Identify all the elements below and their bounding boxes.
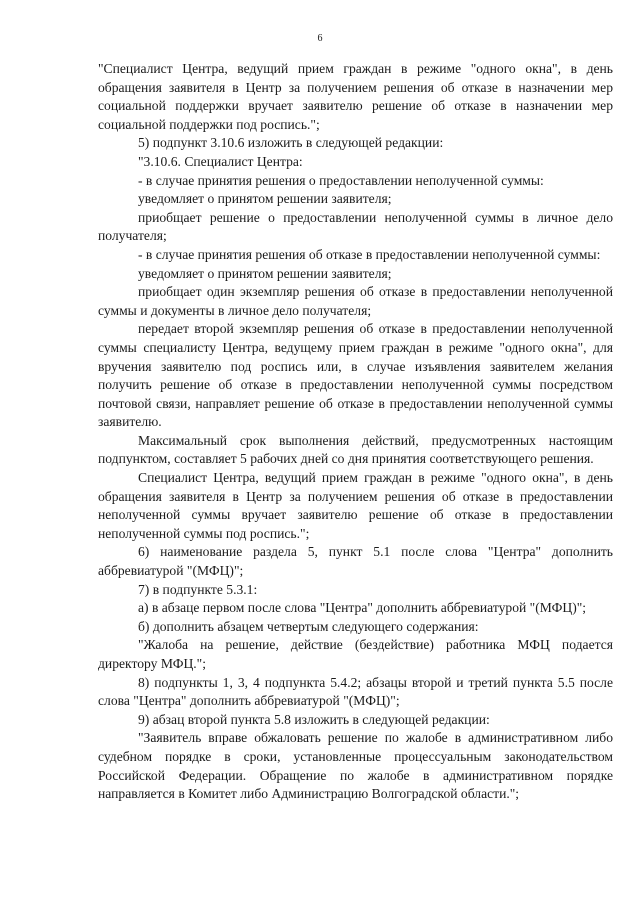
paragraph-complaint-director: "Жалоба на решение, действие (бездействие) работника МФЦ подается директору МФЦ."; [98, 637, 613, 671]
paragraph-transfer-copy: передает второй экземпляр решения об отказе в предоставлении неполученной суммы специалисту Центра, ведущему прием граждан в режиме "одного окна", для вручения заявителю под роспись или, в случае изъявления заявителем желания получить решение об отказе в предоставлении неполученной суммы посредством почтовой связи, направляет решение об отказе в предоставлении неполученной суммы заявителю. [98, 321, 613, 430]
paragraph-amendment-9: 9) абзац второй пункта 5.8 изложить в следующей редакции: [138, 711, 490, 727]
page-number: 6 [317, 33, 323, 44]
paragraph-case-refusal: - в случае принятия решения об отказе в предоставлении неполученной суммы: [138, 246, 601, 262]
paragraph-amendment-7b: б) дополнить абзацем четвертым следующего содержания: [138, 618, 479, 634]
document-body [98, 60, 613, 804]
paragraph-appeal-right: "Заявитель вправе обжаловать решение по жалобе в административном либо судебном порядке в сроки, установленные процессуальным законодательством Российской Федерации. Обращение по жалобе в административном порядке направляется в Комитет либо Администрацию Волгоградской области."; [98, 730, 613, 802]
paragraph-amendment-6: 6) наименование раздела 5, пункт 5.1 после слова "Центра" дополнить аббревиатурой "(МФЦ)"; [98, 544, 613, 579]
paragraph-attach-decision: приобщает решение о предоставлении неполученной суммы в личное дело получателя; [98, 209, 613, 244]
paragraph-max-term: Максимальный срок выполнения действий, предусмотренных настоящим подпунктом, составляет 5 рабочих дней со дня принятия соответствующего решения. [98, 432, 613, 467]
paragraph-amendment-5: 5) подпункт 3.10.6 изложить в следующей редакции: [138, 135, 444, 151]
paragraph-amendment-7a: а) в абзаце первом после слова "Центра" дополнить аббревиатурой "(МФЦ)"; [138, 600, 587, 616]
paragraph-notify-2: уведомляет о принятом решении заявителя; [138, 265, 392, 281]
paragraph-amendment-7: 7) в подпункте 5.3.1: [138, 581, 258, 597]
paragraph-attach-copy: приобщает один экземпляр решения об отказе в предоставлении неполученной суммы и документы в личное дело получателя; [98, 284, 613, 318]
paragraph-specialist-refusal: Специалист Центра, ведущий прием граждан в режиме "одного окна", в день обращения заявителя в Центр за получением решения об отказе в предоставлении неполученной суммы вручает заявителю решение об отказе в предоставлении неполученной суммы под роспись."; [98, 470, 613, 541]
paragraph-3-10-6-heading: "3.10.6. Специалист Центра: [138, 153, 303, 169]
paragraph-notify-1: уведомляет о принятом решении заявителя; [138, 191, 392, 207]
paragraph-amendment-8: 8) подпункты 1, 3, 4 подпункта 5.4.2; абзацы второй и третий пункта 5.5 после слова "Центра" дополнить аббревиатурой "(МФЦ)"; [98, 674, 613, 709]
paragraph-case-grant: - в случае принятия решения о предоставлении неполученной суммы: [138, 172, 544, 188]
paragraph-specialist-statement: "Специалист Центра, ведущий прием граждан в режиме "одного окна", в день обращения заявителя в Центр за получением решения об отказе в назначении мер социальной поддержки вручает заявителю решение об отказе в назначении мер социальной поддержки под роспись."; [98, 61, 613, 132]
